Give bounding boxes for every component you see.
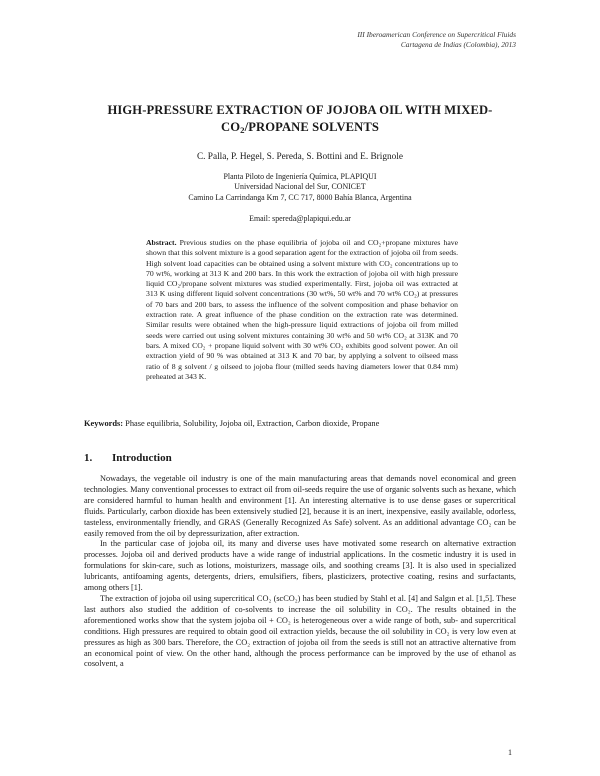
section-title: Introduction — [112, 452, 172, 464]
abstract — [146, 238, 458, 382]
keywords-text: Phase equilibria, Solubility, Jojoba oil, Extraction, Carbon dioxide, Propane — [125, 419, 380, 428]
title-line-2: $CO_2$/PROPANE SOLVENTS — [221, 120, 379, 135]
conference-header — [357, 30, 516, 50]
page-number: 1 — [508, 748, 512, 757]
contact-email: Email: spereda@plapiqui.edu.ar — [249, 214, 351, 223]
paragraph: In the particular case of jojoba oil, its many and diverse uses have motivated some research on alternative extraction processes. Jojoba oil and derived products have a wide range of industrial applications. In the cosmetic industry it is used in formulations for skin-care, such as lotions, moisturizers, massage oils, and soothing creams [3]. It is also used in specialized lubricants, antifoaming agents, detergents, driers, emulsifiers, fibers, plasticizers, protective coating, resins and surfactants, among others [1]. — [84, 539, 516, 593]
affiliation-line-1: Planta Piloto de Ingeniería Química, PLAPIQUI — [223, 172, 377, 181]
conference-location: Cartagena de Indias (Colombia), 2013 — [400, 40, 516, 49]
section-heading — [84, 452, 172, 464]
affiliation-line-3: Camino La Carrindanga Km 7, CC 717, 8000 Bahía Blanca, Argentina — [188, 192, 412, 202]
abstract-text: Previous studies on the phase equilibria of jojoba oil and CO₂+propane mixtures have shown that this solvent mixture is a good separation agent for the extraction of jojoba oil from seeds. High solvent load capacities can be obtained using a solvent mixture with CO₂ concentrations up to 70 wt%, working at 313 K and 200 bars. In this work the extraction of jojoba oil with high pressure liquid CO₂/propane solvent mixtures was studied experimentally. First, jojoba oil was extracted at 313 K using different liquid solvent concentrations (30 wt%, 50 wt% and 70 wt% CO₂) at pressures of 70 bars and 200 bars, to assess the influence of the solvent composition and phase behavior on extraction rate. A great influence of the phase condition on the extraction rate was determined. Similar results were obtained when the high-pressure liquid extractions of jojoba oil from milled seeds were carried out using solvent mixtures containing 30 wt% and 50 wt% CO₂ at 313K and 70 bars. A mixed CO₂ + propane liquid solvent with 30 wt% CO₂ exhibits good solvent power. An oil extraction yield of 90 % was obtained at 313 K and 70 bar, by applying a solvent to oilseed mass ratio of 8 g solvent / g oilseed to jojoba flour (milled seeds having diameters lower that 0.84 mm) preheated at 343 K. — [146, 238, 459, 381]
abstract-label: Abstract. — [146, 238, 177, 247]
conference-name: III Iberoamerican Conference on Supercritical Fluids — [357, 30, 516, 39]
authors: C. Palla, P. Hegel, S. Pereda, S. Bottini and E. Brignole — [196, 152, 404, 162]
affiliation — [0, 172, 600, 203]
paragraph: Nowadays, the vegetable oil industry is one of the main manufacturing areas that demands novel economical and green technologies. Many conventional processes to extract oil from oil-seeds require the use of organic solvents such as hexane, which are considered harmful to human health and environment [1]. An interesting alternative is to use dense gases or supercritical fluids. Particularly, carbon dioxide has been extensively studied [2], because it is an inert, inexpensive, easily available, odorless, tasteless, environmentally friendly, and GRAS (Generally Recognized As Safe) solvent. As an additional advantage CO₂ can be easily removed from the oil by depressurization, after extraction. — [84, 474, 516, 538]
title-line-1: HIGH-PRESSURE EXTRACTION OF JOJOBA OIL WITH MIXED- — [107, 103, 493, 117]
paper-title — [60, 102, 540, 136]
keywords-label: Keywords: — [84, 419, 124, 428]
body-text — [84, 474, 516, 670]
paragraph: The extraction of jojoba oil using supercritical CO₂ (scCO₂) has been studied by Stahl et al. [4] and Salgın et al. [1,5]. These last authors also studied the addition of co-solvents to increase the oil solubility in CO₂. The results obtained in the aforementioned works show that the system jojoba oil + CO₂ is heterogeneous over a wide range of both, sub- and supercritical conditions. High pressures are required to obtain good oil extraction yields, because the oil solubility in CO₂ is very low even at pressures as high as 300 bars. Therefore, the CO₂ extraction of jojoba oil from the seeds is still not an attractive alternative from an economical point of view. On the other hand, although the process performance can be improved by the use of ethanol as cosolvent, a — [84, 593, 516, 669]
affiliation-line-2: Universidad Nacional del Sur, CONICET — [234, 182, 366, 192]
section-number: 1. — [84, 452, 93, 464]
keywords — [84, 419, 524, 428]
